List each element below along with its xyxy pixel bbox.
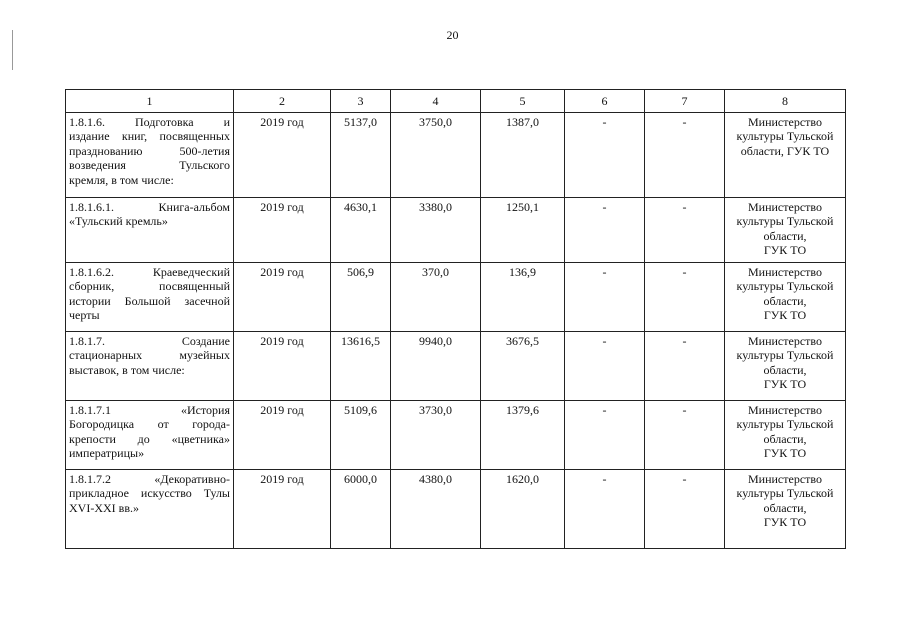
column-6-cell xyxy=(565,113,645,198)
regional-amount-cell xyxy=(481,198,565,263)
header-cell: 7 xyxy=(645,90,725,113)
header-cell: 6 xyxy=(565,90,645,113)
cell-value: 5109,6 xyxy=(344,403,377,417)
item-description-line: XVI-XXI вв.» xyxy=(69,500,139,515)
column-7-cell xyxy=(645,332,725,401)
item-description-line: истории Большой засечной xyxy=(69,293,230,308)
regional-amount-cell xyxy=(481,263,565,332)
item-description-line: 1.8.1.6.1. Книга-альбом xyxy=(69,200,230,214)
executor-line: Министерство xyxy=(748,472,822,486)
executor-cell xyxy=(725,263,846,332)
page-number: 20 xyxy=(446,28,459,42)
cell-value: - xyxy=(602,403,607,417)
executor-line: Министерство xyxy=(748,403,822,417)
cell-value: - xyxy=(602,334,607,348)
item-description-line: прикладное искусство Тулы xyxy=(69,486,230,501)
executor-cell xyxy=(725,113,846,198)
table-header-row xyxy=(66,90,846,113)
executor-line: области, xyxy=(763,293,807,308)
item-description-line: издание книг, посвященных xyxy=(69,129,230,144)
regional-amount-cell xyxy=(481,470,565,549)
year-cell xyxy=(234,470,331,549)
item-description-line: императрицы» xyxy=(69,446,145,461)
federal-amount-cell xyxy=(391,263,481,332)
header-cell: 8 xyxy=(725,90,846,113)
table-row xyxy=(66,401,846,470)
column-6-cell xyxy=(565,263,645,332)
item-description-cell xyxy=(66,332,234,401)
cell-value: 3750,0 xyxy=(419,115,452,129)
executor-line: культуры Тульской xyxy=(736,214,834,229)
executor-line: Министерство xyxy=(748,200,822,214)
item-description-cell xyxy=(66,198,234,263)
item-description-cell xyxy=(66,470,234,549)
year-cell xyxy=(234,332,331,401)
table-row xyxy=(66,332,846,401)
margin-mark xyxy=(12,30,13,70)
column-7-cell xyxy=(645,263,725,332)
item-description-line: 1.8.1.7.2 «Декоративно- xyxy=(69,472,230,486)
cell-value: 3380,0 xyxy=(419,200,452,214)
regional-amount-cell xyxy=(481,401,565,470)
cell-value: - xyxy=(682,115,687,129)
executor-line: ГУК ТО xyxy=(763,243,807,258)
cell-value: 2019 год xyxy=(260,200,304,214)
document-table xyxy=(65,89,846,549)
column-6-cell xyxy=(565,198,645,263)
header-cell: 5 xyxy=(481,90,565,113)
executor-line: области, xyxy=(763,362,807,377)
cell-value: - xyxy=(602,472,607,486)
table-row xyxy=(66,470,846,549)
regional-amount-cell xyxy=(481,332,565,401)
year-cell xyxy=(234,263,331,332)
federal-amount-cell xyxy=(391,401,481,470)
column-7-cell xyxy=(645,198,725,263)
cell-value: 2019 год xyxy=(260,265,304,279)
year-cell xyxy=(234,401,331,470)
header-cell: 2 xyxy=(234,90,331,113)
executor-line: Министерство xyxy=(748,115,822,129)
cell-value: 3730,0 xyxy=(419,403,452,417)
cell-value: 136,9 xyxy=(509,265,536,279)
item-description-line: кремля, в том числе: xyxy=(69,172,174,187)
executor-line: области, xyxy=(763,431,807,446)
executor-line: Министерство xyxy=(748,334,822,348)
column-7-cell xyxy=(645,113,725,198)
federal-amount-cell xyxy=(391,470,481,549)
executor-line: культуры Тульской xyxy=(736,129,834,144)
federal-amount-cell xyxy=(391,198,481,263)
total-amount-cell xyxy=(331,263,391,332)
item-description-line: 1.8.1.7.1 «История xyxy=(69,403,230,417)
cell-value: - xyxy=(602,265,607,279)
executor-cell xyxy=(725,198,846,263)
item-description-line: празднованию 500-летия xyxy=(69,143,230,158)
executor-line: ГУК ТО xyxy=(763,308,807,323)
table-row xyxy=(66,113,846,198)
column-6-cell xyxy=(565,401,645,470)
cell-value: 370,0 xyxy=(422,265,449,279)
column-6-cell xyxy=(565,332,645,401)
cell-value: - xyxy=(682,265,687,279)
cell-value: 4380,0 xyxy=(419,472,452,486)
cell-value: 13616,5 xyxy=(341,334,380,348)
total-amount-cell xyxy=(331,198,391,263)
cell-value: - xyxy=(682,334,687,348)
cell-value: - xyxy=(682,472,687,486)
cell-value: - xyxy=(682,403,687,417)
item-description-line: крепости до «цветника» xyxy=(69,431,230,446)
item-description-line: 1.8.1.7. Создание xyxy=(69,334,230,348)
cell-value: 6000,0 xyxy=(344,472,377,486)
executor-cell xyxy=(725,332,846,401)
cell-value: 506,9 xyxy=(347,265,374,279)
item-description-cell xyxy=(66,401,234,470)
cell-value: 2019 год xyxy=(260,334,304,348)
cell-value: 2019 год xyxy=(260,403,304,417)
executor-cell xyxy=(725,401,846,470)
item-description-line: черты xyxy=(69,308,100,323)
cell-value: 1387,0 xyxy=(506,115,539,129)
executor-line: культуры Тульской xyxy=(736,417,834,432)
executor-line: культуры Тульской xyxy=(736,348,834,363)
column-6-cell xyxy=(565,470,645,549)
year-cell xyxy=(234,198,331,263)
cell-value: 5137,0 xyxy=(344,115,377,129)
executor-line: ГУК ТО xyxy=(763,446,807,461)
item-description-line: стационарных музейных xyxy=(69,348,230,363)
executor-line: области, ГУК ТО xyxy=(740,143,830,158)
cell-value: 2019 год xyxy=(260,115,304,129)
header-cell: 1 xyxy=(66,90,234,113)
cell-value: 9940,0 xyxy=(419,334,452,348)
cell-value: 3676,5 xyxy=(506,334,539,348)
executor-line: области, xyxy=(763,500,807,515)
item-description-line: 1.8.1.6.2. Краеведческий xyxy=(69,265,230,279)
federal-amount-cell xyxy=(391,113,481,198)
cell-value: - xyxy=(682,200,687,214)
cell-value: - xyxy=(602,200,607,214)
cell-value: 4630,1 xyxy=(344,200,377,214)
executor-line: области, xyxy=(763,228,807,243)
executor-line: культуры Тульской xyxy=(736,279,834,294)
executor-line: ГУК ТО xyxy=(763,377,807,392)
cell-value: - xyxy=(602,115,607,129)
executor-line: Министерство xyxy=(748,265,822,279)
cell-value: 1620,0 xyxy=(506,472,539,486)
column-7-cell xyxy=(645,470,725,549)
total-amount-cell xyxy=(331,401,391,470)
cell-value: 1250,1 xyxy=(506,200,539,214)
item-description-line: выставок, в том числе: xyxy=(69,362,185,377)
executor-line: ГУК ТО xyxy=(763,515,807,530)
cell-value: 1379,6 xyxy=(506,403,539,417)
table-row xyxy=(66,263,846,332)
item-description-line: Богородицка от города- xyxy=(69,417,230,432)
total-amount-cell xyxy=(331,470,391,549)
total-amount-cell xyxy=(331,332,391,401)
header-cell: 4 xyxy=(391,90,481,113)
item-description-line: сборник, посвященный xyxy=(69,279,230,294)
item-description-line: возведения Тульского xyxy=(69,158,230,173)
header-cell: 3 xyxy=(331,90,391,113)
federal-amount-cell xyxy=(391,332,481,401)
table-row xyxy=(66,198,846,263)
executor-cell xyxy=(725,470,846,549)
cell-value: 2019 год xyxy=(260,472,304,486)
item-description-line: 1.8.1.6. Подготовка и xyxy=(69,115,230,129)
item-description-cell xyxy=(66,263,234,332)
year-cell xyxy=(234,113,331,198)
regional-amount-cell xyxy=(481,113,565,198)
column-7-cell xyxy=(645,401,725,470)
executor-line: культуры Тульской xyxy=(736,486,834,501)
item-description-line: «Тульский кремль» xyxy=(69,214,168,229)
total-amount-cell xyxy=(331,113,391,198)
item-description-cell xyxy=(66,113,234,198)
